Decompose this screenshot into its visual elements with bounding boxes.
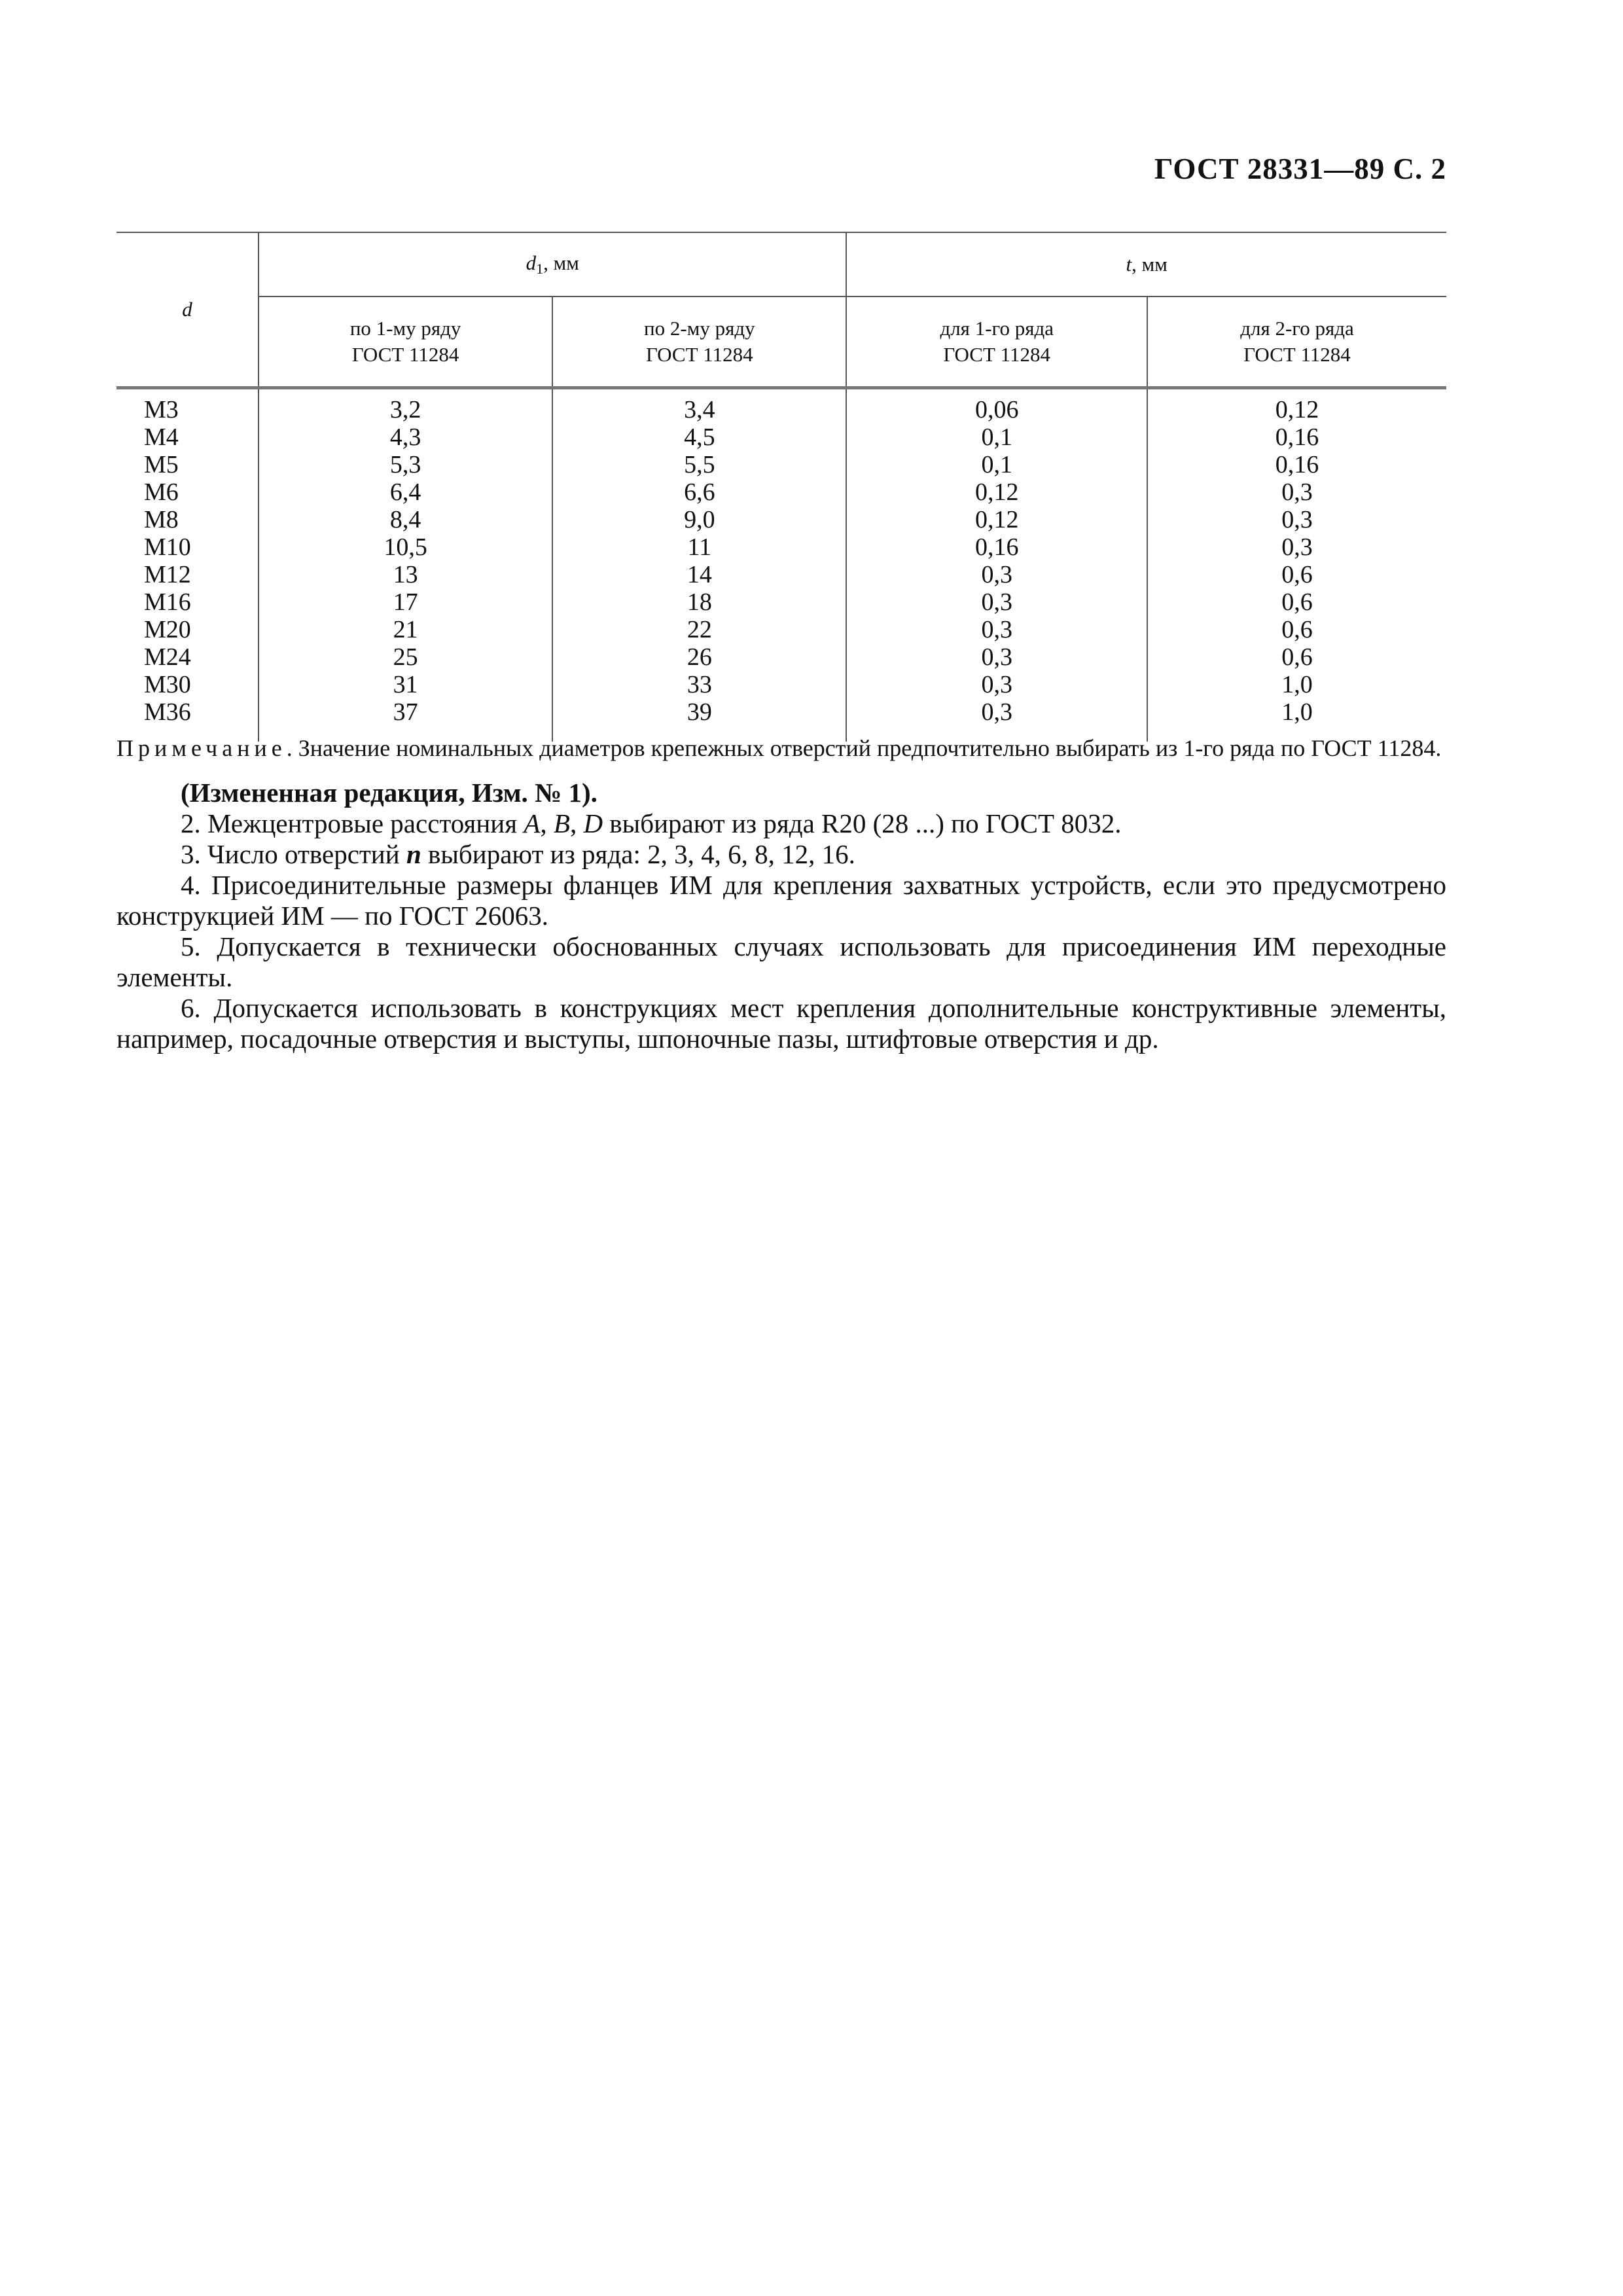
dimensions-table-wrap: [116, 232, 1446, 742]
value-cell: 9,0: [552, 506, 846, 533]
value-cell: 10,5: [259, 533, 552, 561]
d1-unit: , мм: [543, 251, 579, 274]
value-cell: 0,12: [846, 506, 1147, 533]
value-cell: 0,1: [846, 423, 1147, 451]
value-cell: 6,6: [552, 478, 846, 506]
value-cell: 8,4: [259, 506, 552, 533]
thread-size-cell: М24: [116, 643, 259, 671]
value-cell: 11: [552, 533, 846, 561]
thread-size-cell: М20: [116, 616, 259, 643]
value-cell: 0,3: [846, 616, 1147, 643]
value-cell: 0,6: [1281, 561, 1313, 588]
page-header: ГОСТ 28331—89 С. 2: [1154, 152, 1446, 185]
value-cell: 1,0: [1281, 698, 1313, 726]
value-cell: 26: [552, 643, 846, 671]
col-d-header: d: [116, 232, 259, 388]
value-cell: 3,2: [259, 388, 552, 424]
table-note: [116, 734, 1446, 762]
value-cell: 13: [259, 561, 552, 588]
value-cell: 0,3: [1281, 478, 1313, 506]
value-cell: 4,3: [259, 423, 552, 451]
note-label: Примечание: [116, 735, 287, 761]
value-cell: 0,16: [846, 533, 1147, 561]
paragraph-2: 2. Межцентровые расстояния A, B, D выбирают из ряда R20 (28 ...) по ГОСТ 8032.: [181, 808, 1122, 838]
table-row: [116, 506, 1446, 533]
thread-size-cell: М8: [116, 506, 259, 533]
value-cell: 37: [259, 698, 552, 742]
value-cell: 18: [552, 588, 846, 616]
subheader-d1-row1: по 1-му ряду ГОСТ 11284: [259, 296, 552, 388]
value-cell: 33: [552, 671, 846, 698]
amendment-line: (Измененная редакция, Изм. № 1).: [181, 778, 597, 808]
subheader-t-row2: для 2-го ряда ГОСТ 11284: [1147, 296, 1446, 388]
value-cell: 21: [259, 616, 552, 643]
group-d1-header: [259, 232, 846, 296]
note-text: . Значение номинальных диаметров крепежных отверстий предпочтительно выбирать из 1-го ряда по ГОСТ 11284.: [286, 735, 1442, 761]
table-row: [116, 616, 1446, 643]
thread-size-cell: М30: [116, 671, 259, 698]
paragraph-6: 6. Допускается использовать в конструкциях мест крепления дополнительные конструктивные элементы, например, посадочные отверстия и выступы, шпоночные пазы, штифтовые отверстия и др.: [116, 993, 1446, 1054]
value-cell: 6,4: [259, 478, 552, 506]
t-symbol: t: [1126, 253, 1132, 276]
table-row: [116, 533, 1446, 561]
value-cell: 0,3: [1281, 506, 1313, 533]
value-cell: 3,4: [552, 388, 846, 424]
value-cell: 14: [552, 561, 846, 588]
paragraph-5: 5. Допускается в технически обоснованных случаях использовать для присоединения ИМ переходные элементы.: [116, 931, 1446, 992]
d1-subscript: 1: [536, 260, 544, 277]
value-cell: 5,3: [259, 451, 552, 478]
value-cell: 0,16: [1275, 423, 1319, 451]
table-row: [116, 451, 1446, 478]
paragraph-4: 4. Присоединительные размеры фланцев ИМ для крепления захватных устройств, если это предусмотрено конструкцией ИМ — по ГОСТ 26063.: [116, 870, 1446, 931]
value-cell: 0,6: [1281, 588, 1313, 616]
table-row: [116, 671, 1446, 698]
table-body: [116, 388, 1446, 742]
thread-size-cell: М12: [116, 561, 259, 588]
thread-size-cell: М10: [116, 533, 259, 561]
thread-size-cell: М6: [116, 478, 259, 506]
value-cell: 22: [552, 616, 846, 643]
thread-size-cell: М4: [116, 423, 259, 451]
value-cell: 0,3: [846, 643, 1147, 671]
value-cell: 39: [552, 698, 846, 742]
table-row: [116, 423, 1446, 451]
value-cell: 4,5: [552, 423, 846, 451]
subheader-d1-row2: по 2-му ряду ГОСТ 11284: [552, 296, 846, 388]
table-row: [116, 561, 1446, 588]
thread-size-cell: М16: [116, 588, 259, 616]
value-cell: 0,06: [846, 388, 1147, 424]
value-cell: 0,3: [846, 671, 1147, 698]
text-block: [116, 734, 1446, 1054]
dimensions-table: [116, 232, 1446, 742]
thread-size-cell: М3: [116, 388, 259, 424]
paragraph-3: 3. Число отверстий n выбирают из ряда: 2, 3, 4, 6, 8, 12, 16.: [181, 839, 855, 869]
value-cell: 1,0: [1281, 671, 1313, 698]
table-row: [116, 388, 1446, 424]
group-t-header: [846, 232, 1446, 296]
value-cell: 31: [259, 671, 552, 698]
table-row: [116, 478, 1446, 506]
thread-size-cell: М5: [116, 451, 259, 478]
value-cell: 0,6: [1281, 616, 1313, 643]
value-cell: 0,6: [1281, 643, 1313, 671]
value-cell: 0,3: [846, 561, 1147, 588]
value-cell: 0,16: [1275, 451, 1319, 478]
table-row: [116, 643, 1446, 671]
value-cell: 25: [259, 643, 552, 671]
thread-size-cell: М36: [116, 698, 259, 742]
value-cell: 0,12: [1275, 396, 1319, 423]
value-cell: 17: [259, 588, 552, 616]
t-unit: , мм: [1132, 253, 1168, 276]
d1-symbol: d: [526, 251, 537, 274]
subheader-t-row1: для 1-го ряда ГОСТ 11284: [846, 296, 1147, 388]
value-cell: 0,1: [846, 451, 1147, 478]
value-cell: 5,5: [552, 451, 846, 478]
value-cell: 0,3: [846, 588, 1147, 616]
value-cell: 0,3: [1281, 533, 1313, 561]
table-row: [116, 588, 1446, 616]
value-cell: 0,12: [846, 478, 1147, 506]
value-cell: 0,3: [846, 698, 1147, 742]
